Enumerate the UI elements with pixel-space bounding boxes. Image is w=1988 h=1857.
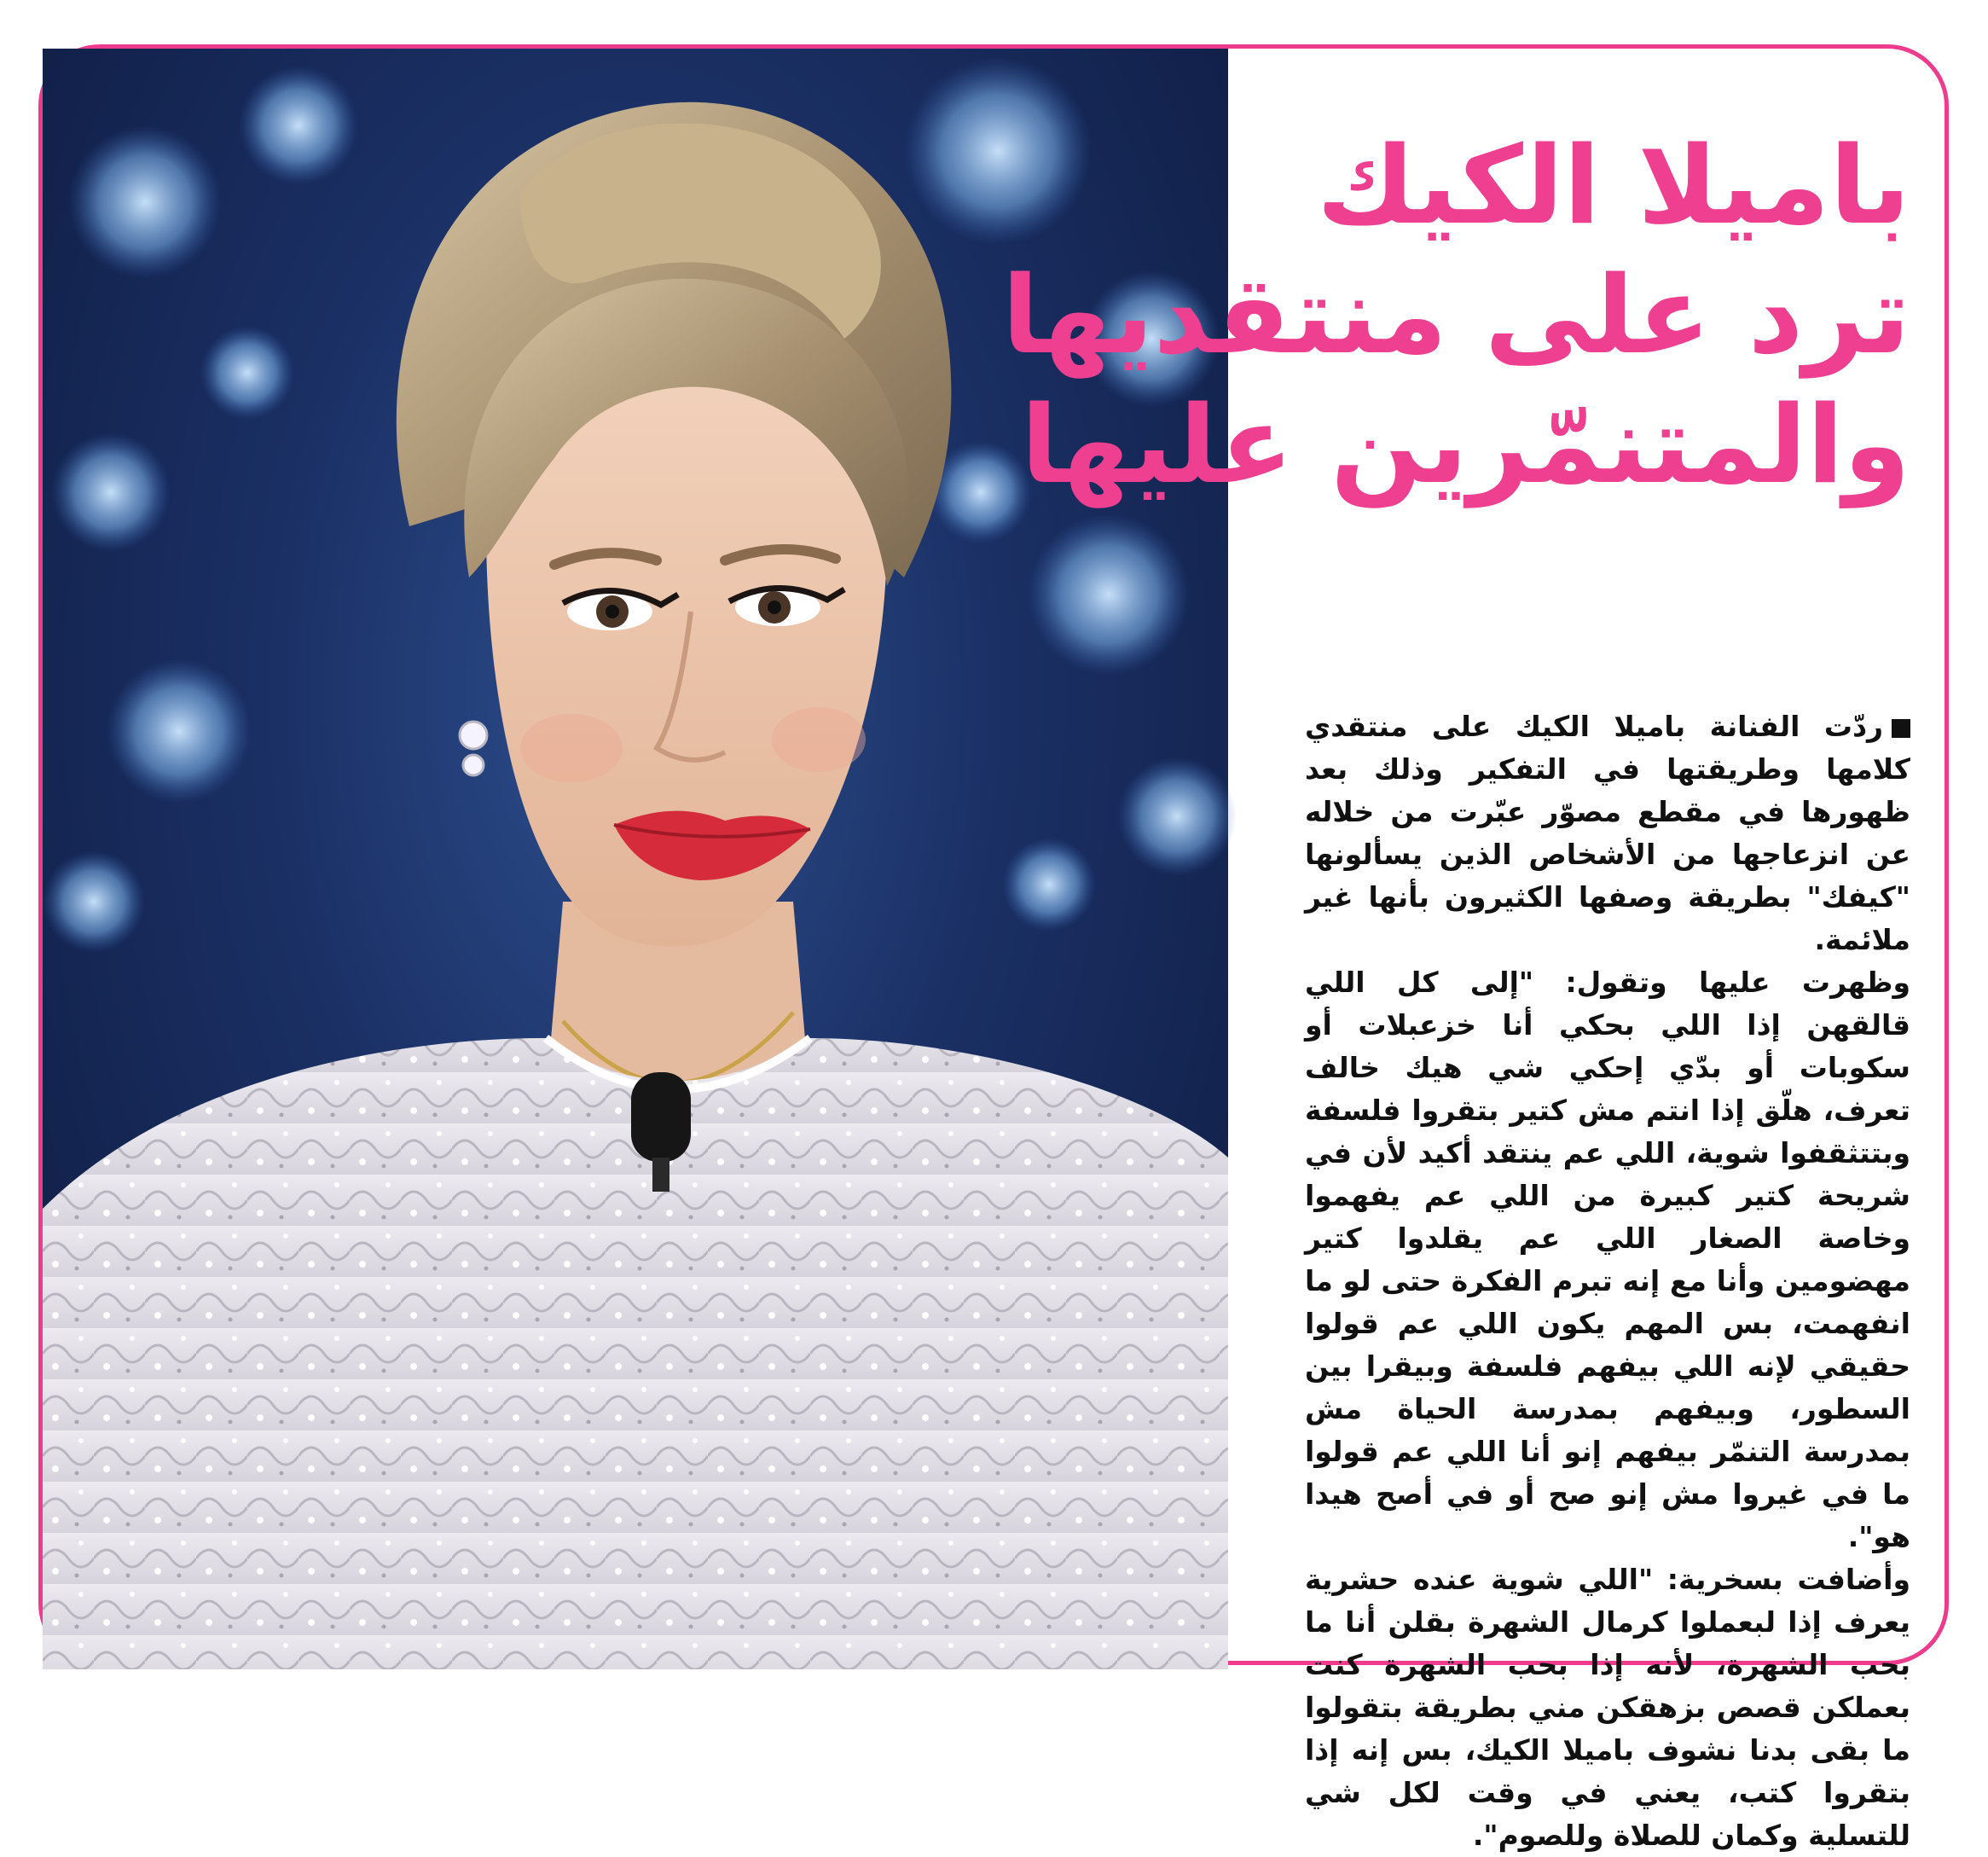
headline-line-2: ترد على منتقديها [1001, 252, 1910, 378]
article-frame [38, 44, 1949, 1852]
paragraph-1 [1305, 705, 1910, 961]
paragraph-1-text: ردّت الفنانة باميلا الكيك على منتقدي كلامها وطريقتها في التفكير وذلك بعد ظهورها في مقطع مصوّر عبّرت من خلاله عن انزعاجها من الأشخاص الذين يسألونها "كيفك" بطريقة وصفها الكثيرون بأنها غير ملائمة. [1305, 710, 1910, 956]
article-column [1001, 49, 1945, 1852]
article-body [1305, 705, 1910, 1857]
paragraph-2: وظهرت عليها وتقول: "إلى كل اللي قالقهن إذا اللي بحكي أنا خزعبلات أو سكوبات أو بدّي إحكي شي هيك خالف تعرف، هلّق إذا انتم مش كتير بتقروا فلسفة وبتتثقفوا شوية، اللي عم ينتقد أكيد لأن في شريحة كتير كبيرة من اللي عم يفهموا وخاصة الصغار اللي عم يقلدوا كتير مهضومين وأنا مع إنه تبرم الفكرة حتى لو ما انفهمت، بس المهم يكون اللي عم قولوا حقيقي لإنه اللي بيفهم فلسفة وبيقرا بين السطور، وبيفهم بمدرسة الحياة مش بمدرسة التنمّر بيفهم إنو أنا اللي عم قولوا ما في غيروا مش إنو صح أو في أصح هيدا هو". [1305, 966, 1910, 1553]
headline-line-3: والمتنمّرين عليها [1020, 382, 1910, 508]
paragraph-3: وأضافت بسخرية: "اللي شوية عنده حشرية يعرف إذا لبعملوا كرمال الشهرة بقلن أنا ما بحب الشهرة، لأنه إذا بحب الشهرة كنت بعملكن قصص بزهقكن مني بطريقة بتقولوا ما بقى بدنا نشوف باميلا الكيك، بس إنه إذا بتقروا كتب، يعني في وقت لكل شي للتسلية وكمان للصلاة وللصوم". [1305, 1563, 1910, 1852]
article-headline [1001, 121, 1910, 510]
square-bullet-icon [1892, 719, 1910, 738]
headline-line-1: باميلا الكيك [1316, 123, 1910, 248]
